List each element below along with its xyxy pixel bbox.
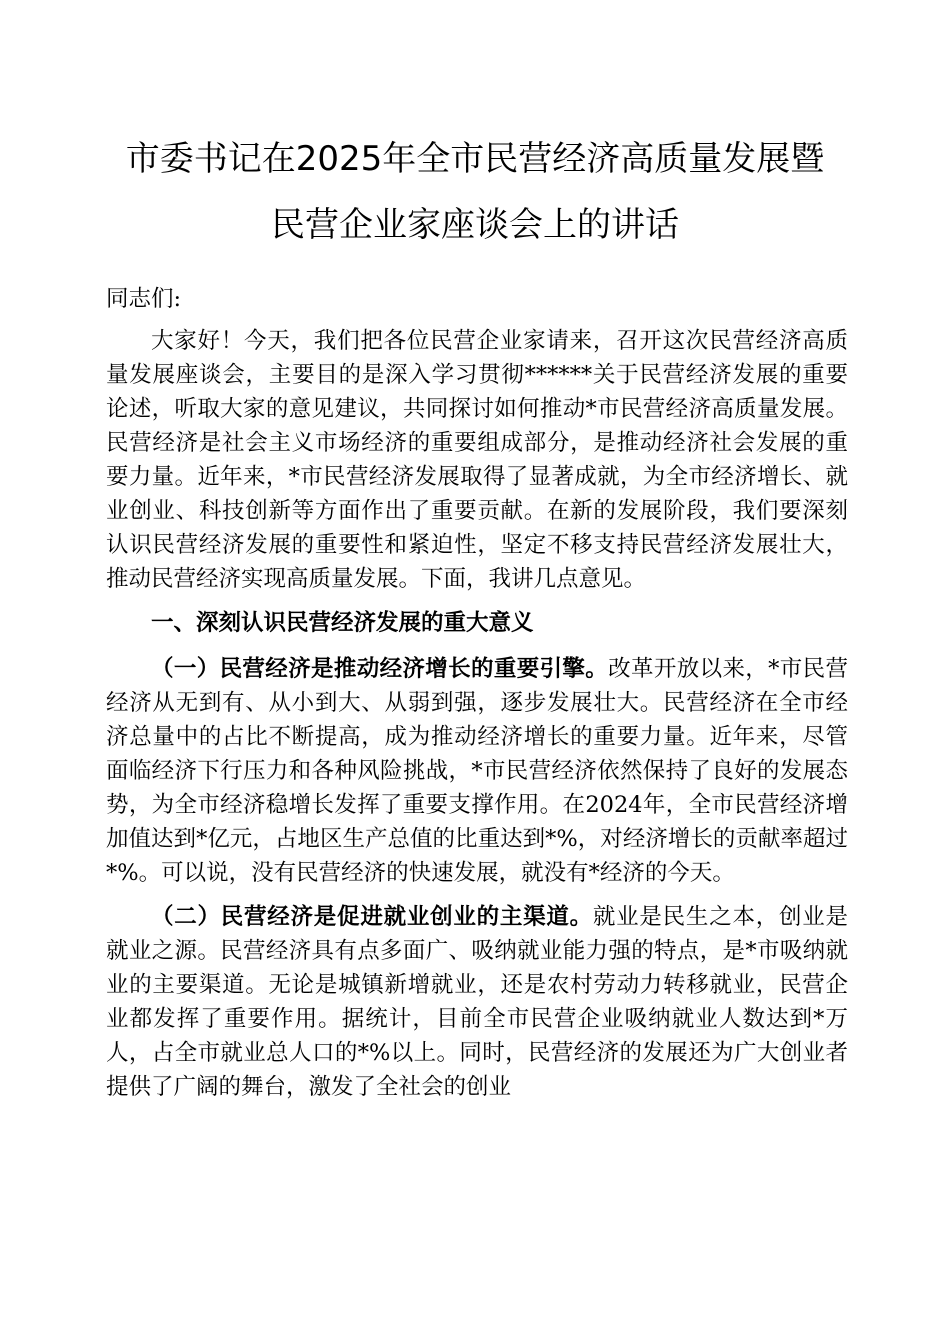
document-title bbox=[80, 126, 870, 258]
subsection-2-body: 就业是民生之本，创业是就业之源。民营经济具有点多面广、吸纳就业能力强的特点，是*市吸纳就业的主要渠道。无论是城镇新增就业，还是农村劳动力转移就业，民营企业都发挥了重要作用。据统计，目前全市民营企业吸纳就业人数达到*万人，占全市就业总人口的*%以上。同时，民营经济的发展还为广大创业者提供了广阔的舞台，激发了全社会的创业 bbox=[106, 904, 848, 1100]
title-line-1: 市委书记在2025年全市民营经济高质量发展暨 bbox=[125, 139, 825, 179]
subsection-2-paragraph bbox=[106, 900, 848, 1104]
subsection-1-lead: （一）民营经济是推动经济增长的重要引擎。 bbox=[151, 656, 609, 682]
salutation: 同志们: bbox=[106, 286, 182, 312]
subsection-2-lead: （二）民营经济是促进就业创业的主渠道。 bbox=[151, 904, 593, 930]
section-1-heading: 一、深刻认识民营经济发展的重大意义 bbox=[151, 610, 534, 636]
subsection-1-paragraph bbox=[106, 652, 848, 890]
title-line-2: 民营企业家座谈会上的讲话 bbox=[271, 205, 679, 245]
document-body bbox=[106, 282, 848, 1114]
subsection-1-body: 改革开放以来，*市民营经济从无到有、从小到大、从弱到强，逐步发展壮大。民营经济在全市经济总量中的占比不断提高，成为推动经济增长的重要力量。近年来，尽管面临经济下行压力和各种风险挑战，*市民营经济依然保持了良好的发展态势，为全市经济稳增长发挥了重要支撑作用。在2024年，全市民营经济增加值达到*亿元，占地区生产总值的比重达到*%，对经济增长的贡献率超过*%。可以说，没有民营经济的快速发展，就没有*经济的今天。 bbox=[106, 656, 848, 886]
intro-paragraph: 大家好！今天，我们把各位民营企业家请来，召开这次民营经济高质量发展座谈会，主要目的是深入学习贯彻******关于民营经济发展的重要论述，听取大家的意见建议，共同探讨如何推动*市民营经济高质量发展。民营经济是社会主义市场经济的重要组成部分，是推动经济社会发展的重要力量。近年来，*市民营经济发展取得了显著成就，为全市经济增长、就业创业、科技创新等方面作出了重要贡献。在新的发展阶段，我们要深刻认识民营经济发展的重要性和紧迫性，坚定不移支持民营经济发展壮大，推动民营经济实现高质量发展。下面，我讲几点意见。 bbox=[106, 328, 848, 592]
